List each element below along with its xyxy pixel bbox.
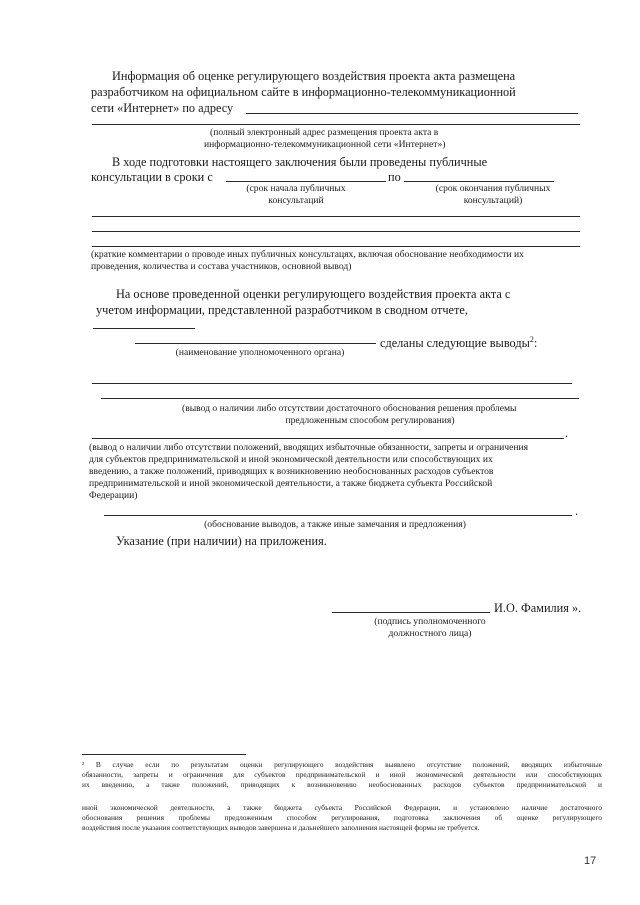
paragraph-3-line-1: На основе проведенной оценки регулирующего воздействия проекта акта с <box>116 287 511 301</box>
address-blank-line <box>246 113 578 114</box>
consultation-blank-line-1 <box>92 216 580 217</box>
caption-end-date-1: (срок окончания публичных <box>435 183 551 194</box>
consultation-blank-line-3 <box>92 246 580 247</box>
footnote-line-3: их введению, а также положений, приводящих к возникновению необоснованных расходов субъектов предпринимательской и <box>82 780 602 789</box>
footnote-separator <box>82 754 246 755</box>
caption-start-date-1: (срок начала публичных <box>246 183 346 194</box>
signature-name: И.О. Фамилия ». <box>494 601 582 615</box>
provisions-line-dot: . <box>565 426 569 440</box>
start-date-blank-line <box>226 181 386 182</box>
caption-provisions-line-3: введению, а также положений, приводящих к возникновению необоснованных расходов субъектов <box>89 466 494 477</box>
caption-provisions-line-5: Федерации) <box>89 490 138 501</box>
paragraph-1-line-2: разработчиком на официальном сайте в информационно-телекоммуникационной <box>91 85 516 99</box>
caption-consultations-line-2: проведения, количества и состава участников, основной вывод) <box>91 261 352 272</box>
footnote-line-1: ² В случае если по результатам оценки регулирующего воздействия выявлено отсутствие положений, вводящих избыточные <box>82 760 602 769</box>
address-blank-line-2 <box>92 124 580 125</box>
caption-provisions-line-2: для субъектов предпринимательской и иной экономической деятельности или способствующих их <box>89 454 493 465</box>
caption-provisions-line-4: предпринимательской и иной экономической деятельности, а также бюджета субъекта Российской <box>89 478 493 489</box>
paragraph-3-line-3: сделаны следующие выводы$^2$: <box>380 335 538 351</box>
caption-address-line-2: информационно-телекоммуникационной сети «Интернет») <box>204 139 446 150</box>
remarks-blank-line <box>104 515 572 516</box>
short-blank-line <box>93 328 195 329</box>
footnote-line-2: обязанности, запреты и ограничения для субъектов предпринимательской и иной экономической деятельности или способствующих <box>82 770 602 779</box>
paragraph-1-line-3: сети «Интернет» по адресу <box>91 101 234 115</box>
footnote-line-4: иной экономической деятельности, а также бюджета субъекта Российской Федерации, и установлено наличие достаточного <box>82 803 602 812</box>
caption-start-date-2: консультаций <box>268 195 324 206</box>
remarks-line-dot: . <box>575 504 579 518</box>
consultation-blank-line-2 <box>92 231 580 232</box>
page-number: 17 <box>584 855 597 867</box>
caption-consultations-line-1: (краткие комментарии о проводе иных публичных консультацях, включая обоснование необходимости их <box>91 249 524 260</box>
caption-address-line-1: (полный электронный адрес размещения проекта акта в <box>210 127 439 138</box>
footnote-line-5: обоснования решения проблемы предложенным способом регулирования, подготовка заключения об оценке регулирующего <box>82 813 602 822</box>
caption-justification-line-2: предложенным способом регулирования) <box>285 415 455 426</box>
paragraph-2-line-1: В ходе подготовки настоящего заключения были проведены публичные <box>112 155 488 169</box>
authority-blank-line <box>135 343 376 344</box>
caption-justification-line-1: (вывод о наличии либо отсутствии достаточного обоснования решения проблемы <box>182 403 517 414</box>
paragraph-2-line-2b: по <box>388 170 401 184</box>
end-date-blank-line <box>404 181 554 182</box>
caption-signature-2: должностного лица) <box>388 628 472 639</box>
conclusion-blank-line-1 <box>92 383 572 384</box>
provisions-blank-line <box>92 438 564 439</box>
footnote-line-6: воздействия после указания соответствующих выводов завершена и дальнейшего заполнения настоящей формы не требуется. <box>82 823 480 832</box>
caption-end-date-2: консультаций) <box>463 195 523 206</box>
caption-signature-1: (подпись уполномоченного <box>374 616 486 627</box>
caption-provisions-line-1: (вывод о наличии либо отсутствии положений, вводящих избыточные обязанности, запреты и ограничения <box>89 442 529 453</box>
caption-remarks: (обоснование выводов, а также иные замечания и предложения) <box>204 519 466 530</box>
paragraph-1-line-1: Информация об оценке регулирующего воздействия проекта акта размещена <box>112 69 516 83</box>
signature-blank-line <box>332 612 490 613</box>
footnote-ref-2: 2 <box>529 335 534 344</box>
conclusion-blank-line-2 <box>101 398 579 399</box>
paragraph-4-attachments: Указание (при наличии) на приложения. <box>116 534 327 548</box>
caption-authority: (наименование уполномоченного органа) <box>175 347 345 358</box>
paragraph-2-line-2a: консультации в сроки с <box>91 170 213 184</box>
paragraph-3-line-2: учетом информации, представленной разработчиком в сводном отчете, <box>96 303 468 317</box>
